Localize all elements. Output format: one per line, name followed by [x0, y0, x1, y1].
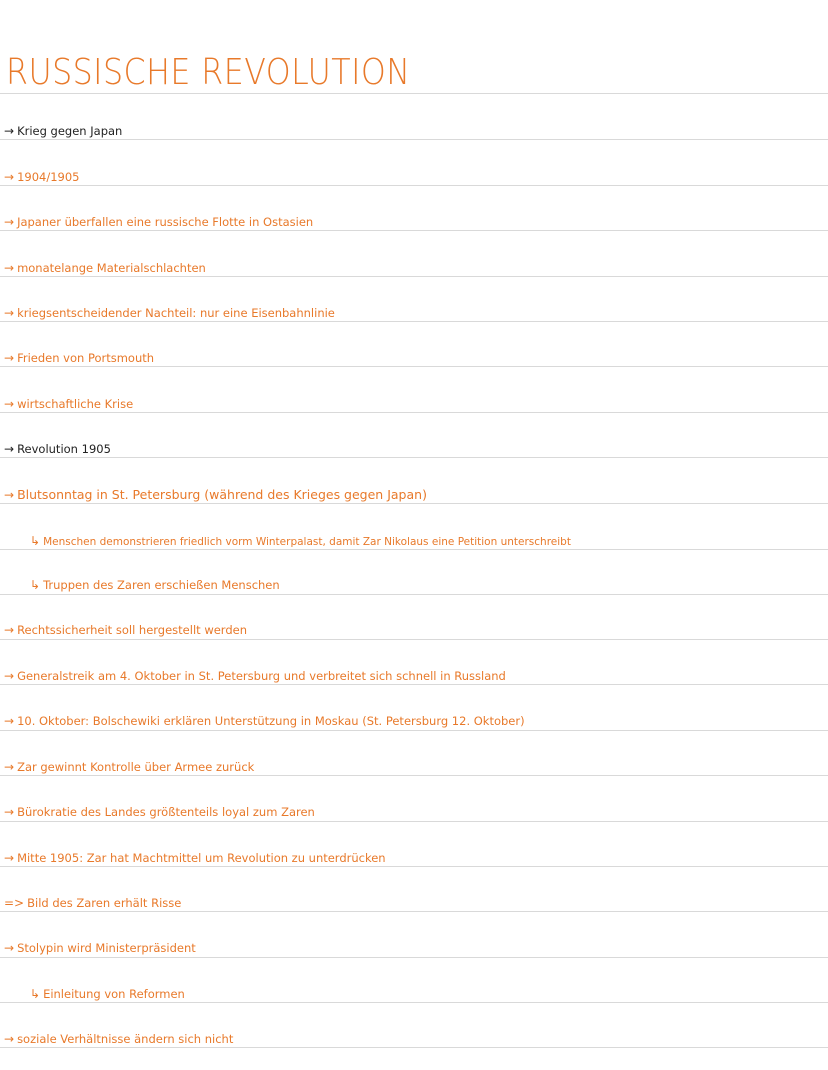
note-text: Einleitung von Reformen: [43, 987, 185, 1001]
arrow-icon: →: [4, 215, 15, 229]
arrow-icon: →: [4, 124, 15, 138]
note-text: Bild des Zaren erhält Risse: [27, 896, 182, 910]
note-line-17: [4, 941, 196, 955]
arrow-icon: ↳: [30, 578, 41, 592]
arrow-icon: →: [4, 170, 15, 184]
rule-line: [0, 185, 828, 186]
note-text: Menschen demonstrieren friedlich vorm Winterpalast, damit Zar Nikolaus eine Petition unterschreibt: [43, 536, 571, 548]
note-text: 10. Oktober: Bolschewiki erklären Unterstützung in Moskau (St. Petersburg 12. Oktober): [17, 714, 525, 728]
arrow-icon: →: [4, 306, 15, 320]
rule-line: [0, 503, 828, 504]
arrow-icon: ↳: [30, 534, 41, 548]
note-line-18: [4, 1032, 233, 1046]
note-line-5: [4, 306, 335, 320]
rule-line: [0, 957, 828, 958]
note-text: Zar gewinnt Kontrolle über Armee zurück: [17, 760, 255, 774]
page-title: RUSSISCHE REVOLUTION: [6, 52, 411, 93]
note-line-2: [4, 170, 79, 184]
arrow-icon: →: [4, 261, 15, 275]
rule-line: [0, 457, 828, 458]
rule-line: [0, 321, 828, 322]
note-line-16: [4, 896, 181, 910]
note-line-8: [4, 442, 111, 456]
rule-line: [0, 594, 828, 595]
rule-line: [0, 549, 828, 550]
note-line-4: [4, 261, 206, 275]
rule-line: [0, 1047, 828, 1048]
arrow-icon: ↳: [30, 987, 41, 1001]
rule-line: [0, 276, 828, 277]
arrow-icon: →: [4, 488, 15, 502]
rule-line: [0, 93, 828, 94]
note-line-3: [4, 215, 313, 229]
arrow-icon: →: [4, 714, 15, 728]
note-line-12: [4, 714, 525, 728]
double-arrow-icon: =>: [4, 896, 25, 910]
rule-line: [0, 684, 828, 685]
note-line-9: [4, 487, 427, 502]
rule-line: [0, 866, 828, 867]
note-text: monatelange Materialschlachten: [17, 261, 206, 275]
note-line-11: [4, 669, 506, 683]
rule-line: [0, 366, 828, 367]
note-text: Truppen des Zaren erschießen Menschen: [43, 578, 280, 592]
note-subline-1: [30, 534, 571, 548]
note-text: 1904/1905: [17, 170, 80, 184]
rule-line: [0, 412, 828, 413]
note-text: Frieden von Portsmouth: [17, 351, 155, 365]
note-subline-3: [30, 987, 185, 1001]
note-line-13: [4, 760, 254, 774]
note-text: Generalstreik am 4. Oktober in St. Petersburg und verbreitet sich schnell in Russland: [17, 669, 506, 683]
note-line-1: [4, 124, 122, 138]
note-line-6: [4, 351, 154, 365]
note-text: wirtschaftliche Krise: [17, 397, 134, 411]
arrow-icon: →: [4, 805, 15, 819]
note-text: soziale Verhältnisse ändern sich nicht: [17, 1032, 234, 1046]
note-text: Krieg gegen Japan: [17, 124, 123, 138]
note-text: Rechtssicherheit soll hergestellt werden: [17, 623, 247, 637]
note-text: Bürokratie des Landes größtenteils loyal zum Zaren: [17, 805, 315, 819]
note-text: Japaner überfallen eine russische Flotte in Ostasien: [17, 215, 314, 229]
rule-line: [0, 821, 828, 822]
note-text: Revolution 1905: [17, 442, 111, 456]
note-line-14: [4, 805, 315, 819]
arrow-icon: →: [4, 851, 15, 865]
note-line-10: [4, 623, 247, 637]
rule-line: [0, 139, 828, 140]
arrow-icon: →: [4, 442, 15, 456]
arrow-icon: →: [4, 1032, 15, 1046]
rule-line: [0, 639, 828, 640]
note-text: Blutsonntag in St. Petersburg (während des Krieges gegen Japan): [17, 487, 427, 502]
arrow-icon: →: [4, 669, 15, 683]
note-subline-2: [30, 578, 280, 592]
rule-line: [0, 911, 828, 912]
arrow-icon: →: [4, 760, 15, 774]
note-line-7: [4, 397, 133, 411]
note-text: Mitte 1905: Zar hat Machtmittel um Revolution zu unterdrücken: [17, 851, 386, 865]
rule-line: [0, 730, 828, 731]
rule-line: [0, 1002, 828, 1003]
rule-line: [0, 775, 828, 776]
note-line-15: [4, 851, 386, 865]
rule-line: [0, 230, 828, 231]
arrow-icon: →: [4, 941, 15, 955]
note-text: Stolypin wird Ministerpräsident: [17, 941, 196, 955]
arrow-icon: →: [4, 351, 15, 365]
arrow-icon: →: [4, 397, 15, 411]
note-text: kriegsentscheidender Nachteil: nur eine Eisenbahnlinie: [17, 306, 335, 320]
arrow-icon: →: [4, 623, 15, 637]
